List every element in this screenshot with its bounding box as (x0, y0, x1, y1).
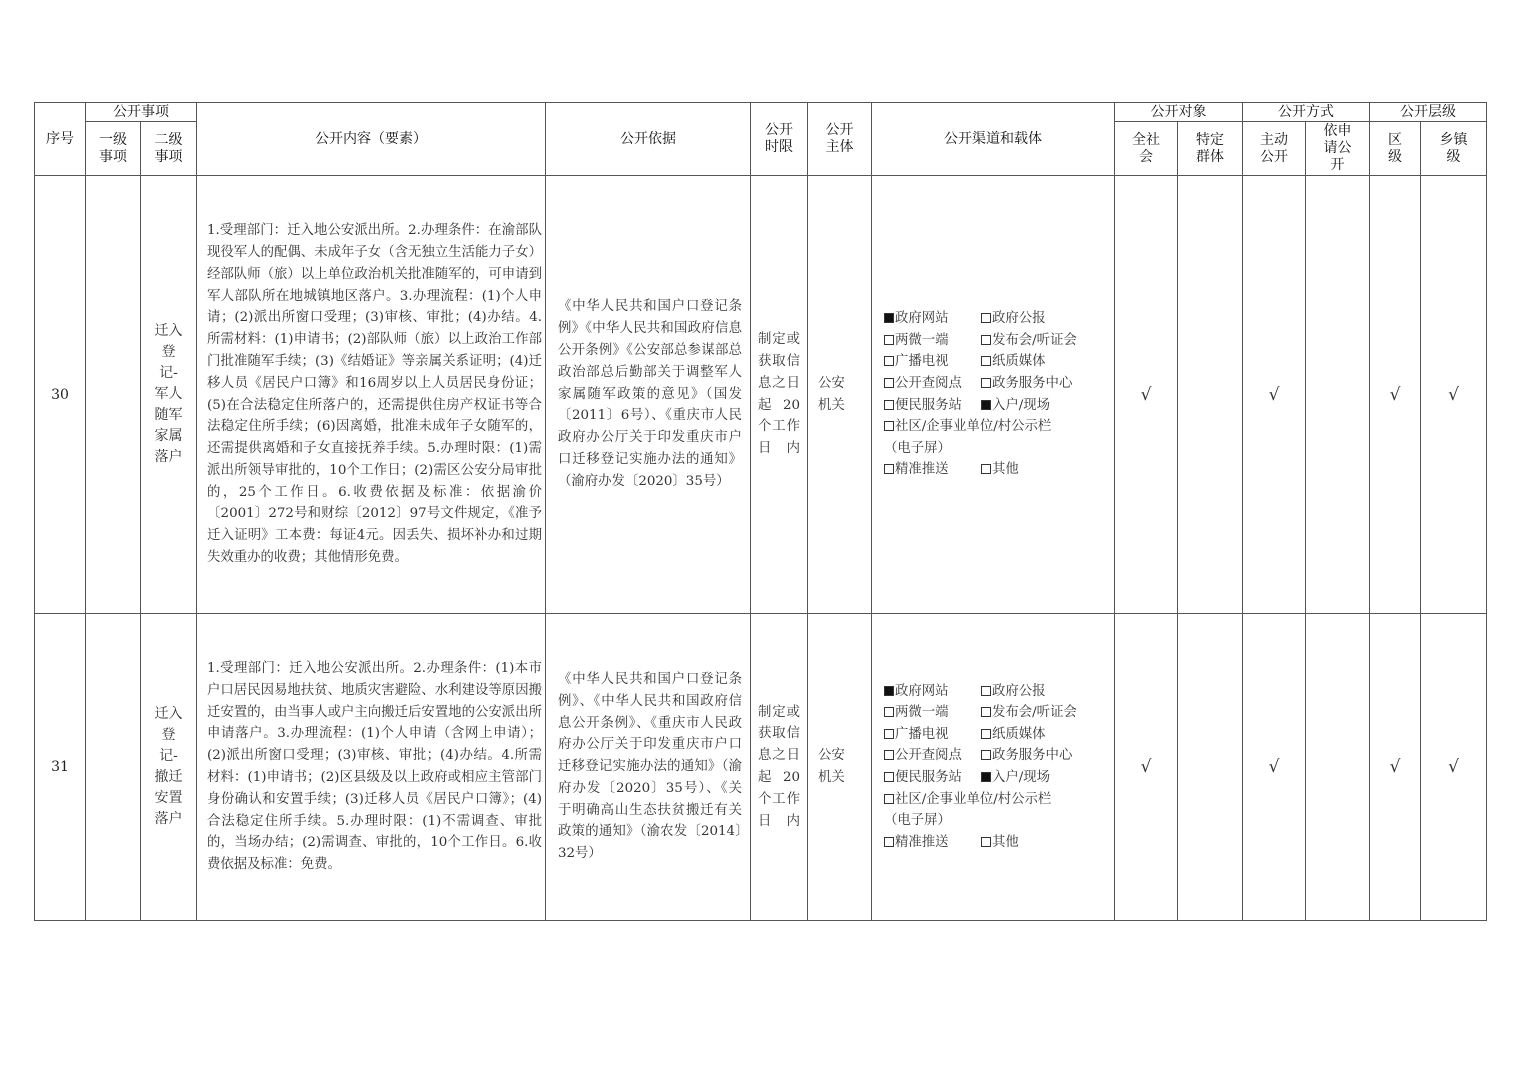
channel-screen: （电子屏） (884, 440, 951, 456)
channel-gov-site: 政府网站 (884, 681, 981, 703)
row-number: 31 (35, 614, 86, 921)
row-level2: 迁入登记-撤迁安置落户 (141, 614, 197, 921)
empty-box-icon (981, 686, 991, 696)
channel-door: 入户/现场 (981, 395, 1050, 417)
audience-all-check: √ (1115, 614, 1178, 921)
method-apply-check (1306, 614, 1370, 921)
row-time-limit: 制定或获取信息之日起20个工作日内 (751, 176, 808, 614)
audience-all-check: √ (1115, 176, 1178, 614)
empty-box-icon (981, 313, 991, 323)
header-level-town: 乡镇级 (1421, 122, 1487, 176)
row-channels (872, 176, 1115, 614)
channel-other: 其他 (981, 832, 1019, 854)
row-channels (872, 614, 1115, 921)
header-audience-specific: 特定群体 (1178, 122, 1243, 176)
channel-community: 社区/企事业单位/村公示栏 (884, 789, 1114, 811)
checked-box-icon (981, 772, 991, 782)
row-level1 (86, 614, 141, 921)
table-row (35, 176, 1487, 614)
row-number: 30 (35, 176, 86, 614)
empty-box-icon (981, 464, 991, 474)
empty-box-icon (884, 400, 894, 410)
checked-box-icon (884, 313, 894, 323)
empty-box-icon (981, 837, 991, 847)
channel-paper: 纸质媒体 (981, 351, 1046, 373)
row-level1 (86, 176, 141, 614)
audience-specific-check (1178, 176, 1243, 614)
header-level-district: 区级 (1370, 122, 1421, 176)
header-level-group: 公开层级 (1370, 103, 1487, 122)
row-time-limit: 制定或获取信息之日起20个工作日内 (751, 614, 808, 921)
header-audience-all: 全社会 (1115, 122, 1178, 176)
disclosure-table (34, 102, 1487, 921)
header-method-apply: 依申请公开 (1306, 122, 1370, 176)
channel-service-center: 政务服务中心 (981, 373, 1072, 395)
channel-paper: 纸质媒体 (981, 724, 1046, 746)
channel-two-micro: 两微一端 (884, 702, 981, 724)
method-apply-check (1306, 176, 1370, 614)
empty-box-icon (884, 421, 894, 431)
level-town-check: √ (1421, 176, 1487, 614)
header-subject: 公开主体 (808, 103, 872, 176)
header-audience-group: 公开对象 (1115, 103, 1243, 122)
channel-screen: （电子屏） (884, 813, 951, 829)
empty-box-icon (884, 464, 894, 474)
empty-box-icon (981, 750, 991, 760)
empty-box-icon (884, 707, 894, 717)
channel-press: 发布会/听证会 (981, 702, 1077, 724)
channel-other: 其他 (981, 459, 1019, 481)
channel-reading: 公开查阅点 (884, 373, 981, 395)
channel-press: 发布会/听证会 (981, 330, 1077, 352)
channel-community: 社区/企事业单位/村公示栏 (884, 416, 1114, 438)
channel-gov-gazette: 政府公报 (981, 308, 1046, 330)
channel-precise: 精准推送 (884, 832, 981, 854)
header-method-active: 主动公开 (1243, 122, 1306, 176)
empty-box-icon (981, 335, 991, 345)
row-content: 1.受理部门：迁入地公安派出所。2.办理条件：(1)本市户口居民因易地扶贫、地质灾害避险、水利建设等原因搬迁安置的，由当事人或户主向搬迁后安置地的公安派出所申请落户。3.办理流程：(1)个人申请（含网上申请）；(2)派出所窗口受理；(3)审核、审批；(4)办结。4.所需材料：(1)申请书；(2)区县级及以上政府或相应主管部门身份确认和安置手续；(3)迁移人员《居民户口簿》；(4)合法稳定住所手续。5.办理时限：(1)不需调查、审批的，当场办结；(2)需调查、审批的，10个工作日。6.收费依据及标准：免费。 (197, 614, 546, 921)
empty-box-icon (981, 707, 991, 717)
header-level1: 一级事项 (86, 122, 141, 176)
checked-box-icon (884, 686, 894, 696)
channel-tv: 广播电视 (884, 351, 981, 373)
checked-box-icon (981, 400, 991, 410)
method-active-check: √ (1243, 614, 1306, 921)
header-channel: 公开渠道和载体 (872, 103, 1115, 176)
header-seq: 序号 (35, 103, 86, 176)
empty-box-icon (981, 378, 991, 388)
header-basis: 公开依据 (546, 103, 751, 176)
row-subject: 公安机关 (808, 614, 872, 921)
method-active-check: √ (1243, 176, 1306, 614)
header-time-limit: 公开时限 (751, 103, 808, 176)
row-basis: 《中华人民共和国户口登记条例》《中华人民共和国政府信息公开条例》《公安部总参谋部总政治部总后勤部关于调整军人家属随军政策的意见》（国发〔2011〕6号）、《重庆市人民政府办公厅关于印发重庆市户口迁移登记实施办法的通知》（渝府办发〔2020〕35号） (546, 176, 751, 614)
channel-reading: 公开查阅点 (884, 745, 981, 767)
empty-box-icon (981, 729, 991, 739)
empty-box-icon (884, 772, 894, 782)
empty-box-icon (884, 356, 894, 366)
header-level2: 二级事项 (141, 122, 197, 176)
channel-convenience: 便民服务站 (884, 395, 981, 417)
empty-box-icon (884, 794, 894, 804)
audience-specific-check (1178, 614, 1243, 921)
level-district-check: √ (1370, 614, 1421, 921)
row-subject: 公安机关 (808, 176, 872, 614)
header-method-group: 公开方式 (1243, 103, 1370, 122)
channel-service-center: 政务服务中心 (981, 745, 1072, 767)
row-content: 1.受理部门：迁入地公安派出所。2.办理条件：在渝部队现役军人的配偶、未成年子女（含无独立生活能力子女）经部队师（旅）以上单位政治机关批准随军的，可申请到军人部队所在地城镇地区落户。3.办理流程：(1)个人申请；(2)派出所窗口受理；(3)审核、审批；(4)办结。4.所需材料：(1)申请书；(2)部队师（旅）以上政治工作部门批准随军手续；(3)《结婚证》等亲属关系证明；(4)迁移人员《居民户口簿》和16周岁以上人员居民身份证；(5)在合法稳定住所落户的，还需提供住房产权证书等合法稳定住所手续；(6)因离婚，批准未成年子女随军的，还需提供离婚和子女直接抚养手续。5.办理时限：(1)需派出所领导审批的，10个工作日；(2)需区公安分局审批的，25个工作日。6.收费依据及标准：依据渝价〔2001〕272号和财综〔2012〕97号文件规定，《准予迁入证明》工本费：每证4元。因丢失、损坏补办和过期失效重办的收费；其他情形免费。 (197, 176, 546, 614)
channel-door: 入户/现场 (981, 767, 1050, 789)
empty-box-icon (884, 335, 894, 345)
header-matter-group: 公开事项 (86, 103, 197, 122)
channel-tv: 广播电视 (884, 724, 981, 746)
header-content: 公开内容（要素） (197, 103, 546, 176)
channel-precise: 精准推送 (884, 459, 981, 481)
level-district-check: √ (1370, 176, 1421, 614)
empty-box-icon (981, 356, 991, 366)
level-town-check: √ (1421, 614, 1487, 921)
channel-gov-site: 政府网站 (884, 308, 981, 330)
empty-box-icon (884, 729, 894, 739)
channel-convenience: 便民服务站 (884, 767, 981, 789)
channel-two-micro: 两微一端 (884, 330, 981, 352)
empty-box-icon (884, 837, 894, 847)
table-row (35, 614, 1487, 921)
empty-box-icon (884, 750, 894, 760)
empty-box-icon (884, 378, 894, 388)
row-basis: 《中华人民共和国户口登记条例》、《中华人民共和国政府信息公开条例》、《重庆市人民政府办公厅关于印发重庆市户口迁移登记实施办法的通知》（渝府办发〔2020〕35号）、《关于明确高山生态扶贫搬迁有关政策的通知》（渝农发〔2014〕32号） (546, 614, 751, 921)
channel-gov-gazette: 政府公报 (981, 681, 1046, 703)
row-level2: 迁入登记-军人随军家属落户 (141, 176, 197, 614)
